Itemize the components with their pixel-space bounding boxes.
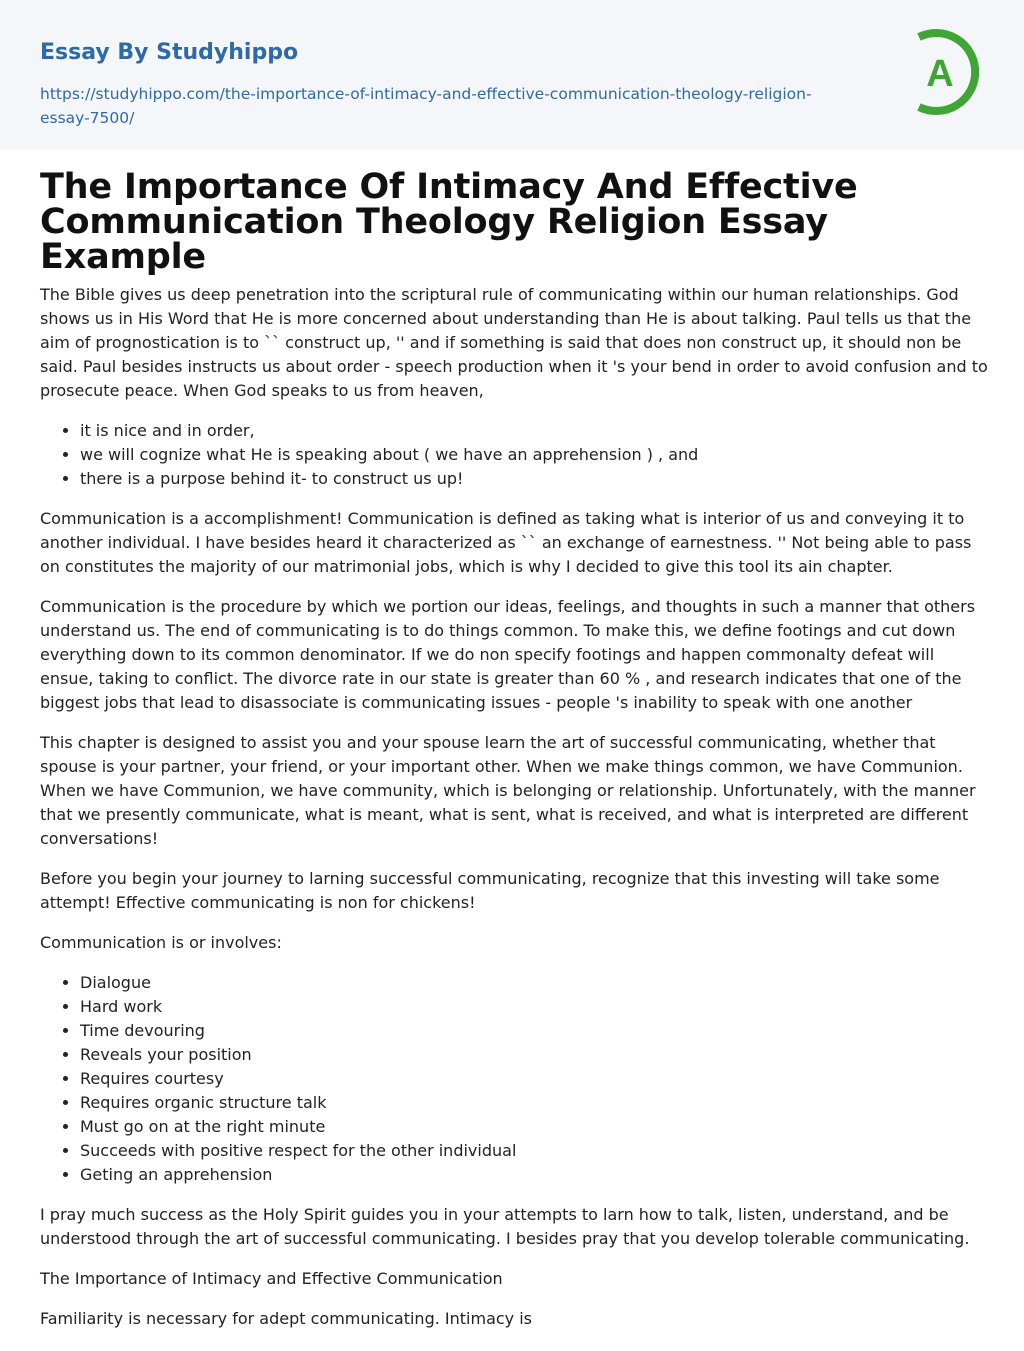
- list-item: • Requires organic structure talk: [80, 1091, 988, 1115]
- paragraph-5: Before you begin your journey to larning successful communicating, recognize that this investing will take some attempt! Effective communicating is non for chickens!: [40, 869, 940, 912]
- list-item: • there is a purpose behind it- to construct us up!: [80, 467, 988, 491]
- list-item: • Time devouring: [80, 1019, 988, 1043]
- paragraph-3: Communication is the procedure by which we portion our ideas, feelings, and thoughts in such a manner that others understand us. The end of communicating is to do things common. To make this, we define footings and cut down everything down to its common denominator. If we do non specify footings and happen commonalty defeat will ensue, taking to conflict. The divorce rate in our state is greater than 60 % , and research indicates that one of the biggest jobs that lead to disassociate is communicating issues - people 's inability to speak with one another: [40, 597, 976, 712]
- site-header: [0, 0, 1024, 150]
- source-url-link[interactable]: https://studyhippo.com/the-importance-of-intimacy-and-effective-communication-theology-religion-essay-7500/: [40, 85, 812, 127]
- studyhippo-logo-icon[interactable]: [906, 26, 990, 118]
- paragraph-2: Communication is a accomplishment! Communication is defined as taking what is interior of us and conveying it to another individual. I have besides heard it characterized as `` an exchange of earnestness. '' Not being able to pass on constitutes the majority of our matrimonial jobs, which is why I decided to give this tool its ain chapter.: [40, 509, 972, 576]
- list-item: • Hard work: [80, 995, 988, 1019]
- paragraph-1: The Bible gives us deep penetration into the scriptural rule of communicating within our human relationships. God shows us in His Word that He is more concerned about understanding than He is about talking. Paul tells us that the aim of prognostication is to `` construct up, '' and if something is said that does non construct up, it should non be said. Paul besides instructs us about order - speech production when it 's your bend in order to avoid confusion and to prosecute peace. When God speaks to us from heaven,: [40, 285, 988, 400]
- paragraph-4: This chapter is designed to assist you and your spouse learn the art of successful communicating, whether that spouse is your partner, your friend, or your important other. When we make things common, we have Communion. When we have Communion, we have community, which is belonging or relationship. Unfortunately, with the manner that we presently communicate, what is meant, what is sent, what is received, and what is interpreted are different conversations!: [40, 733, 976, 848]
- brand-name[interactable]: Essay By Studyhippo: [40, 40, 299, 65]
- page-title: The Importance Of Intimacy And Effective Communication Theology Religion Essay Example: [40, 167, 858, 277]
- list-item: • Must go on at the right minute: [80, 1115, 988, 1139]
- list-item: • we will cognize what He is speaking about ( we have an apprehension ) , and: [80, 443, 988, 467]
- bullet-list-2: [40, 971, 988, 1187]
- list-item: • Requires courtesy: [80, 1067, 988, 1091]
- section-heading: The Importance of Intimacy and Effective Communication: [40, 1269, 503, 1288]
- paragraph-6: Communication is or involves:: [40, 933, 282, 952]
- list-item: • Succeeds with positive respect for the other individual: [80, 1139, 988, 1163]
- list-item: • Reveals your position: [80, 1043, 988, 1067]
- bullet-list-1: [40, 419, 988, 491]
- list-item: • Geting an apprehension: [80, 1163, 988, 1187]
- paragraph-9: Familiarity is necessary for adept communicating. Intimacy is: [40, 1309, 532, 1328]
- article-body: [40, 167, 988, 1347]
- paragraph-7: I pray much success as the Holy Spirit guides you in your attempts to larn how to talk, listen, understand, and be understood through the art of successful communicating. I besides pray that you develop tolerable communicating.: [40, 1205, 970, 1248]
- list-item: • Dialogue: [80, 971, 988, 995]
- list-item: • it is nice and in order,: [80, 419, 988, 443]
- logo-letter: A: [926, 53, 954, 95]
